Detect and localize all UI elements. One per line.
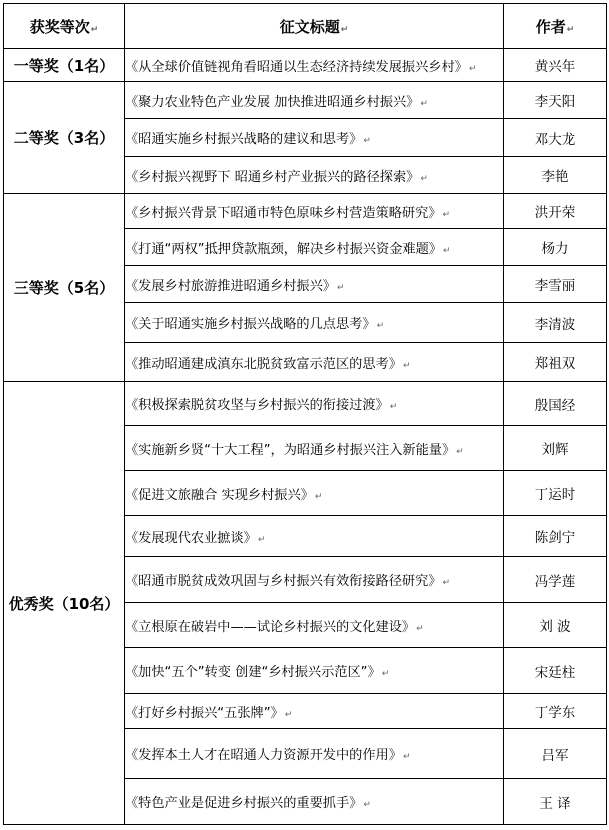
essay-title: 《发挥本土人才在昭通人力资源开发中的作用》 [125, 748, 402, 763]
essay-title-cell: 《促进文旅融合 实现乡村振兴》↵ [125, 471, 504, 516]
essay-title-cell: 《昭通实施乡村振兴战略的建议和思考》↵ [125, 119, 504, 157]
essay-title-cell: 《昭通市脱贫成效巩固与乡村振兴有效衔接路径研究》↵ [125, 557, 504, 603]
essay-title-cell: 《积极探索脱贫攻坚与乡村振兴的衔接过渡》↵ [125, 382, 504, 426]
author-name: 洪开荣 [534, 205, 576, 221]
table-row [4, 49, 607, 82]
author-name: 丁运时 [534, 487, 576, 503]
author-cell [504, 729, 607, 779]
essay-title-cell: 《发展现代农业摭谈》↵ [125, 516, 504, 557]
author-cell [504, 779, 607, 825]
essay-title-cell: 《实施新乡贤“十大工程”，为昭通乡村振兴注入新能量》↵ [125, 426, 504, 471]
author-cell [504, 426, 607, 471]
award-level-cell [4, 194, 125, 382]
essay-title: 《加快“五个”转变 创建“乡村振兴示范区”》 [125, 665, 381, 680]
author-name: 宋廷柱 [534, 664, 576, 681]
essay-title-cell: 《特色产业是促进乡村振兴的重要抓手》↵ [125, 779, 504, 825]
essay-title: 《打通“两权”抵押贷款瓶颈，解决乡村振兴资金难题》 [125, 241, 442, 257]
essay-title-cell: 《发展乡村旅游推进昭通乡村振兴》↵ [125, 266, 504, 303]
table-row [4, 194, 607, 229]
author-name: 丁学东 [534, 705, 576, 721]
essay-title: 《打好乡村振兴“五张牌”》 [125, 705, 284, 721]
essay-title: 《从全球价值链视角看昭通以生态经济持续发展振兴乡村》 [125, 59, 468, 75]
author-cell [504, 557, 607, 603]
author-cell [504, 471, 607, 516]
award-level-label: 一等奖（1名） [13, 56, 115, 75]
award-body [4, 49, 607, 825]
award-level-cell [4, 82, 125, 194]
author-name: 刘 波 [539, 619, 571, 635]
essay-title-cell: 《乡村振兴背景下昭通市特色原味乡村营造策略研究》↵ [125, 194, 504, 229]
award-level-label: 三等奖（5名） [13, 279, 115, 297]
author-name: 李雪丽 [534, 278, 576, 294]
essay-title: 《促进文旅融合 实现乡村振兴》 [125, 487, 314, 503]
author-cell [504, 694, 607, 729]
author-name: 刘辉 [541, 442, 569, 458]
table-row [4, 382, 607, 426]
essay-title-cell: 《推动昭通建成滇东北脱贫致富示范区的思考》↵ [125, 343, 504, 382]
essay-title-cell: 《打好乡村振兴“五张牌”》↵ [125, 694, 504, 729]
essay-title: 《积极探索脱贫攻坚与乡村振兴的衔接过渡》 [125, 398, 389, 413]
author-name: 吕军 [541, 747, 569, 764]
header-row [4, 4, 607, 49]
essay-title-cell: 《聚力农业特色产业发展 加快推进昭通乡村振兴》↵ [125, 82, 504, 119]
author-cell [504, 119, 607, 157]
header-author: 作者↵ [504, 4, 607, 49]
table-row [4, 82, 607, 119]
author-cell [504, 648, 607, 694]
award-level-label: 二等奖（3名） [13, 129, 115, 147]
author-cell [504, 343, 607, 382]
author-cell [504, 516, 607, 557]
author-cell [504, 157, 607, 194]
author-name: 王 译 [539, 795, 571, 812]
essay-title: 《特色产业是促进乡村振兴的重要抓手》 [125, 796, 363, 811]
essay-title: 《昭通市脱贫成效巩固与乡村振兴有效衔接路径研究》 [125, 574, 442, 589]
essay-title-cell: 《关于昭通实施乡村振兴战略的几点思考》↵ [125, 303, 504, 343]
author-name: 李天阳 [534, 94, 576, 110]
award-level-cell [4, 382, 125, 825]
essay-title: 《发展现代农业摭谈》 [125, 530, 257, 546]
header-title: 征文标题↵ [125, 4, 504, 49]
essay-title: 《实施新乡贤“十大工程”，为昭通乡村振兴注入新能量》 [125, 442, 456, 458]
essay-title: 《发展乡村旅游推进昭通乡村振兴》 [125, 278, 336, 294]
author-cell [504, 49, 607, 82]
essay-title-cell: 《乡村振兴视野下 昭通乡村产业振兴的路径探索》↵ [125, 157, 504, 194]
author-cell [504, 229, 607, 266]
author-cell [504, 603, 607, 648]
essay-title-cell: 《立根原在破岩中——试论乡村振兴的文化建设》↵ [125, 603, 504, 648]
author-name: 冯学莲 [534, 573, 576, 590]
award-level-label: 优秀奖（10名） [8, 594, 120, 613]
essay-title: 《聚力农业特色产业发展 加快推进昭通乡村振兴》 [125, 94, 420, 110]
author-name: 殷国经 [534, 397, 576, 414]
author-cell [504, 194, 607, 229]
essay-title-cell: 《加快“五个”转变 创建“乡村振兴示范区”》↵ [125, 648, 504, 694]
author-cell [504, 266, 607, 303]
essay-title-cell: 《打通“两权”抵押贷款瓶颈，解决乡村振兴资金难题》↵ [125, 229, 504, 266]
author-name: 陈剑宁 [534, 530, 576, 546]
author-name: 黄兴年 [534, 59, 576, 75]
essay-title: 《乡村振兴背景下昭通市特色原味乡村营造策略研究》 [125, 205, 442, 221]
author-cell [504, 303, 607, 343]
author-name: 郑祖双 [534, 356, 576, 372]
awards-table [3, 3, 607, 825]
author-cell [504, 382, 607, 426]
author-name: 邓大龙 [534, 131, 576, 148]
author-name: 李清波 [534, 316, 576, 333]
award-level-cell [4, 49, 125, 82]
author-name: 杨力 [541, 241, 569, 257]
essay-title: 《立根原在破岩中——试论乡村振兴的文化建设》 [125, 619, 416, 635]
header-level: 获奖等次↵ [4, 4, 125, 49]
author-cell [504, 82, 607, 119]
essay-title-cell: 《发挥本土人才在昭通人力资源开发中的作用》↵ [125, 729, 504, 779]
essay-title-cell: 《从全球价值链视角看昭通以生态经济持续发展振兴乡村》↵ [125, 49, 504, 82]
essay-title: 《昭通实施乡村振兴战略的建议和思考》 [125, 132, 363, 147]
essay-title: 《乡村振兴视野下 昭通乡村产业振兴的路径探索》 [125, 169, 420, 185]
author-name: 李艳 [541, 169, 569, 185]
essay-title: 《推动昭通建成滇东北脱贫致富示范区的思考》 [125, 356, 402, 372]
essay-title: 《关于昭通实施乡村振兴战略的几点思考》 [125, 317, 376, 332]
